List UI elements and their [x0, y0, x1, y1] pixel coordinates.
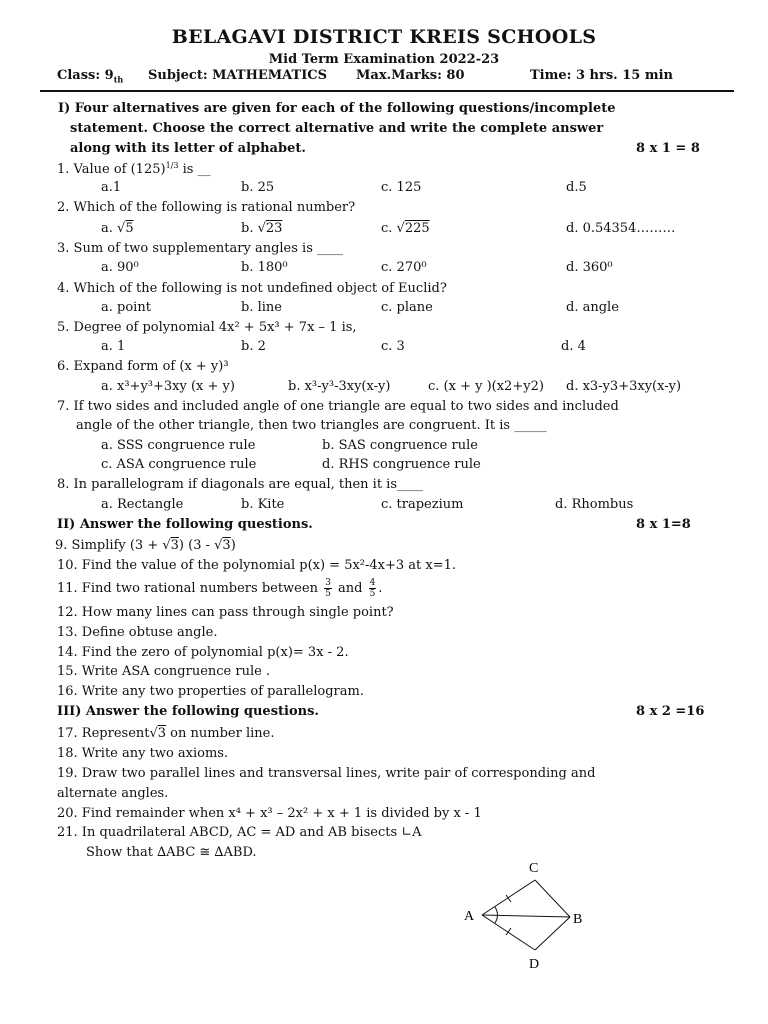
section1-marks: 8 x 1 = 8 — [636, 141, 700, 156]
q4-option-c: c. plane — [381, 300, 433, 315]
header-divider — [40, 90, 734, 92]
section1-line1: I) Four alternatives are given for each of the following questions/incomplete — [58, 101, 616, 116]
q7-option-b: b. SAS congruence rule — [322, 438, 478, 453]
q5-option-a: a. 1 — [101, 339, 126, 354]
q3-option-d: d. 360⁰ — [566, 260, 613, 275]
section3-heading: III) Answer the following questions. — [57, 704, 319, 719]
q5-option-c: c. 3 — [381, 339, 405, 354]
question-17: 17. Represent√3 on number line. — [57, 726, 275, 741]
exam-title: Mid Term Examination 2022-23 — [268, 52, 500, 67]
q8-option-d: d. Rhombus — [555, 497, 634, 512]
label-b: B — [573, 912, 583, 927]
segment-ab — [482, 915, 570, 917]
q4-option-a: a. point — [101, 300, 151, 315]
q6-option-a: a. x³+y³+3xy (x + y) — [101, 379, 235, 394]
section3-marks: 8 x 2 =16 — [636, 704, 705, 719]
time-label: Time: 3 hrs. 15 min — [530, 68, 673, 83]
q1-option-c: c. 125 — [381, 180, 422, 195]
question-19-line1: 19. Draw two parallel lines and transversal lines, write pair of corresponding and — [57, 766, 596, 781]
segment-ac — [482, 880, 535, 915]
question-1: 1. Value of $(125)^{1/3}$ is __ — [57, 161, 211, 177]
q2-option-a: a. √5 — [101, 221, 134, 236]
q8-option-a: a. Rectangle — [101, 497, 184, 512]
label-c: C — [529, 861, 539, 876]
segment-cb — [535, 880, 570, 917]
section2-heading: II) Answer the following questions. — [57, 517, 313, 532]
fraction-four-fifths: $\frac{4}{5}$ — [369, 578, 376, 599]
q7-option-d: d. RHS congruence rule — [322, 457, 481, 472]
section1-line3: along with its letter of alphabet. — [70, 141, 306, 156]
q7-option-c: c. ASA congruence rule — [101, 457, 257, 472]
q4-option-b: b. line — [241, 300, 282, 315]
question-21-line1: 21. In quadrilateral ABCD, AC = AD and AB bisects ∟A — [57, 825, 422, 840]
q6-option-b: b. x³-y³-3xy(x-y) — [288, 379, 391, 394]
max-marks-label: Max.Marks: 80 — [356, 68, 465, 83]
question-5: 5. Degree of polynomial 4x² + 5x³ + 7x – 1 is, — [57, 320, 357, 335]
q3-option-c: c. 270⁰ — [381, 260, 427, 275]
label-a: A — [464, 909, 475, 924]
q5-option-b: b. 2 — [241, 339, 266, 354]
q2-option-b: b. √23 — [241, 221, 283, 236]
q3-option-b: b. 180⁰ — [241, 260, 288, 275]
question-4: 4. Which of the following is not undefined object of Euclid? — [57, 281, 447, 296]
q6-option-c: c. (x + y )(x2+y2) — [428, 379, 544, 394]
q3-option-a: a. 90⁰ — [101, 260, 139, 275]
subject-label: Subject: MATHEMATICS — [148, 68, 328, 83]
fraction-three-fifths: $\frac{3}{5}$ — [325, 578, 331, 599]
question-7-line2: angle of the other triangle, then two triangles are congruent. It is _____ — [76, 418, 547, 433]
segment-ad — [482, 915, 535, 950]
section2-marks: 8 x 1=8 — [636, 517, 691, 532]
q1-option-b: b. 25 — [241, 180, 275, 195]
question-6: 6. Expand form of (x + y)³ — [57, 359, 229, 374]
q1-option-a: a.1 — [101, 180, 122, 195]
question-14: 14. Find the zero of polynomial p(x)= 3x - 2. — [57, 645, 349, 660]
q1-option-d: d.5 — [566, 180, 587, 195]
question-13: 13. Define obtuse angle. — [57, 625, 218, 640]
question-9: 9. Simplify (3 + √3) (3 - √3) — [55, 538, 236, 553]
q2-option-c: c. √225 — [381, 221, 430, 236]
label-d: D — [529, 957, 540, 972]
question-7-line1: 7. If two sides and included angle of one triangle are equal to two sides and included — [57, 399, 619, 414]
section1-line2: statement. Choose the correct alternative and write the complete answer — [70, 121, 604, 136]
question-10: 10. Find the value of the polynomial p(x) = 5x²-4x+3 at x=1. — [57, 558, 457, 573]
q8-option-b: b. Kite — [241, 497, 285, 512]
question-2: 2. Which of the following is rational number? — [57, 200, 356, 215]
q8-option-c: c. trapezium — [381, 497, 464, 512]
question-3: 3. Sum of two supplementary angles is ____ — [57, 241, 344, 256]
q5-option-d: d. 4 — [561, 339, 586, 354]
q2-option-d: d. 0.54354……… — [566, 221, 676, 236]
question-19-line2: alternate angles. — [57, 786, 169, 801]
question-15: 15. Write ASA congruence rule . — [57, 664, 271, 679]
question-11: 11. Find two rational numbers between $\frac{3}{5}$ and $\frac{4}{5}$ . — [57, 578, 383, 599]
question-20: 20. Find remainder when x⁴ + x³ – 2x² + x + 1 is divided by x - 1 — [57, 806, 482, 821]
question-12: 12. How many lines can pass through single point? — [57, 605, 394, 620]
question-18: 18. Write any two axioms. — [57, 746, 229, 761]
quadrilateral-figure — [440, 855, 610, 975]
school-title: BELAGAVI DISTRICT KREIS SCHOOLS — [171, 26, 597, 48]
segment-db — [535, 917, 570, 950]
question-21-line2: Show that ∆ABC ≅ ∆ABD. — [86, 845, 257, 860]
question-8: 8. In parallelogram if diagonals are equal, then it is____ — [57, 477, 424, 492]
class-label: Class: $9_{th}$ — [57, 68, 124, 85]
q4-option-d: d. angle — [566, 300, 619, 315]
question-16: 16. Write any two properties of parallelogram. — [57, 684, 364, 699]
q7-option-a: a. SSS congruence rule — [101, 438, 256, 453]
q6-option-d: d. x3-y3+3xy(x-y) — [566, 379, 682, 394]
